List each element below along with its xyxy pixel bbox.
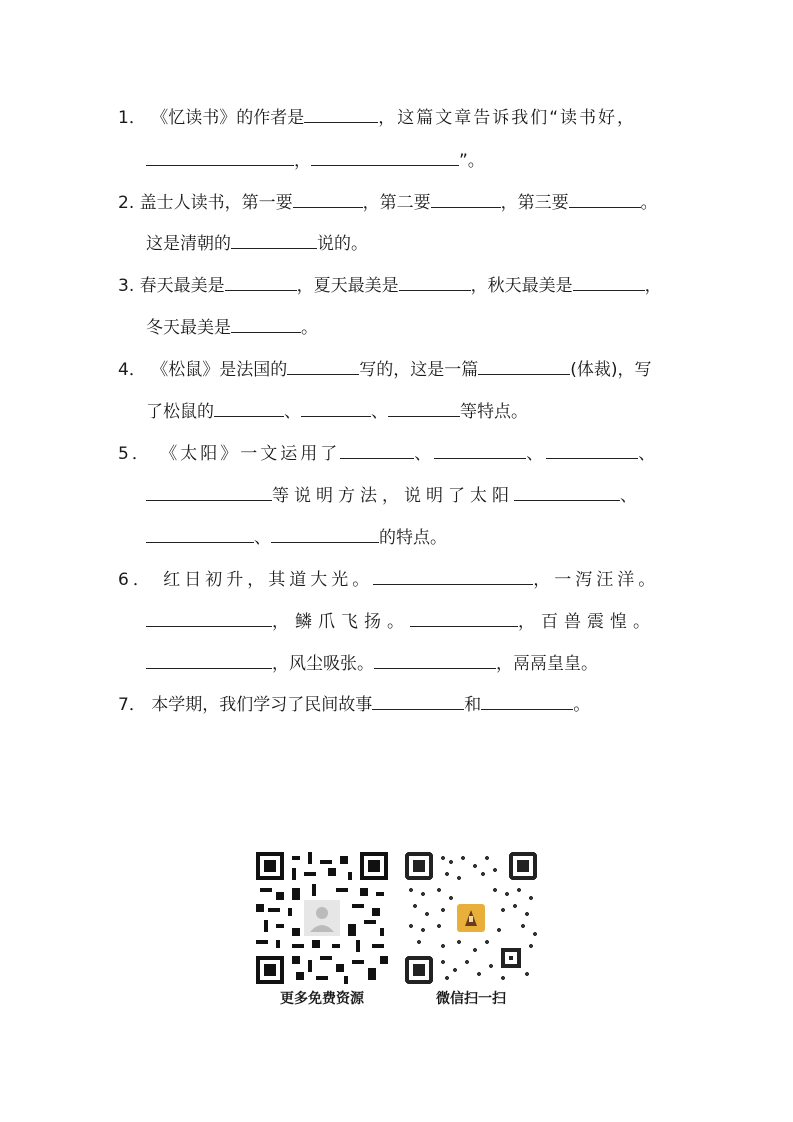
answer-blank[interactable] (146, 148, 294, 166)
answer-blank[interactable] (372, 692, 464, 710)
answer-blank[interactable] (214, 399, 284, 417)
question-2-cont: 这是清朝的 说的。 (146, 231, 368, 256)
question-6-cont2: ，风尘吸张。 ，鬲鬲皇皇。 (146, 651, 598, 676)
question-number: 1． (118, 108, 146, 128)
question-number: 7． (118, 695, 146, 715)
answer-blank[interactable] (304, 105, 378, 123)
answer-blank[interactable] (434, 441, 526, 459)
user-avatar-icon (304, 900, 340, 936)
question-4-cont: 了松鼠的 、 、 等特点。 (146, 399, 528, 424)
logo-icon (457, 904, 485, 932)
question-5-cont2: 、 的特点。 (146, 525, 447, 550)
question-5-cont: 等说明方法，说明了太阳 、 (146, 483, 642, 508)
answer-blank[interactable] (301, 399, 371, 417)
answer-blank[interactable] (431, 190, 501, 208)
qr-caption-resources: 更多免费资源 (280, 991, 364, 1007)
qr-code-resources[interactable] (256, 852, 388, 984)
answer-blank[interactable] (340, 441, 414, 459)
answer-blank[interactable] (311, 148, 459, 166)
answer-blank[interactable] (293, 190, 363, 208)
answer-blank[interactable] (399, 273, 471, 291)
answer-blank[interactable] (146, 609, 272, 627)
answer-blank[interactable] (373, 567, 533, 585)
answer-blank[interactable] (225, 273, 297, 291)
answer-blank[interactable] (481, 692, 573, 710)
qr-code-wechat[interactable] (405, 852, 537, 984)
question-7: 7． 本学期，我们学习了民间故事 和 。 (118, 692, 590, 717)
question-3-cont: 冬天最美是 。 (146, 315, 318, 340)
answer-blank[interactable] (569, 190, 641, 208)
question-number: 5． (118, 444, 152, 464)
question-number: 4． (118, 360, 146, 380)
question-5: 5． 《太阳》一文运用了 、 、 、 (118, 441, 658, 466)
answer-blank[interactable] (146, 525, 254, 543)
question-number: 2. (118, 193, 135, 213)
answer-blank[interactable] (287, 357, 359, 375)
answer-blank[interactable] (514, 483, 620, 501)
answer-blank[interactable] (231, 231, 317, 249)
question-6: 6． 红日初升，其道大光。 ，一泻汪洋。 (118, 567, 659, 592)
question-6-cont: ，鳞爪飞扬。 ，百兽震惶。 (146, 609, 656, 634)
question-number: 3. (118, 276, 135, 296)
answer-blank[interactable] (374, 651, 496, 669)
question-4: 4． 《松鼠》是法国的 写的，这是一篇 (体裁)，写 (118, 357, 652, 382)
answer-blank[interactable] (573, 273, 645, 291)
answer-blank[interactable] (146, 483, 272, 501)
answer-blank[interactable] (388, 399, 460, 417)
answer-blank[interactable] (271, 525, 379, 543)
answer-blank[interactable] (410, 609, 518, 627)
question-number: 6． (118, 570, 154, 590)
question-1: 1． 《忆读书》的作者是 ，这篇文章告诉我们“读书好， (118, 105, 636, 130)
question-2: 2. 盖士人读书，第一要 ，第二要 ，第三要 。 (118, 190, 658, 215)
question-3: 3. 春天最美是 ，夏天最美是 ，秋天最美是 ， (118, 273, 662, 298)
answer-blank[interactable] (478, 357, 570, 375)
qr-caption-wechat: 微信扫一扫 (436, 991, 506, 1007)
answer-blank[interactable] (546, 441, 638, 459)
answer-blank[interactable] (146, 651, 272, 669)
answer-blank[interactable] (231, 315, 301, 333)
question-1-cont: ， ”。 (146, 148, 485, 173)
